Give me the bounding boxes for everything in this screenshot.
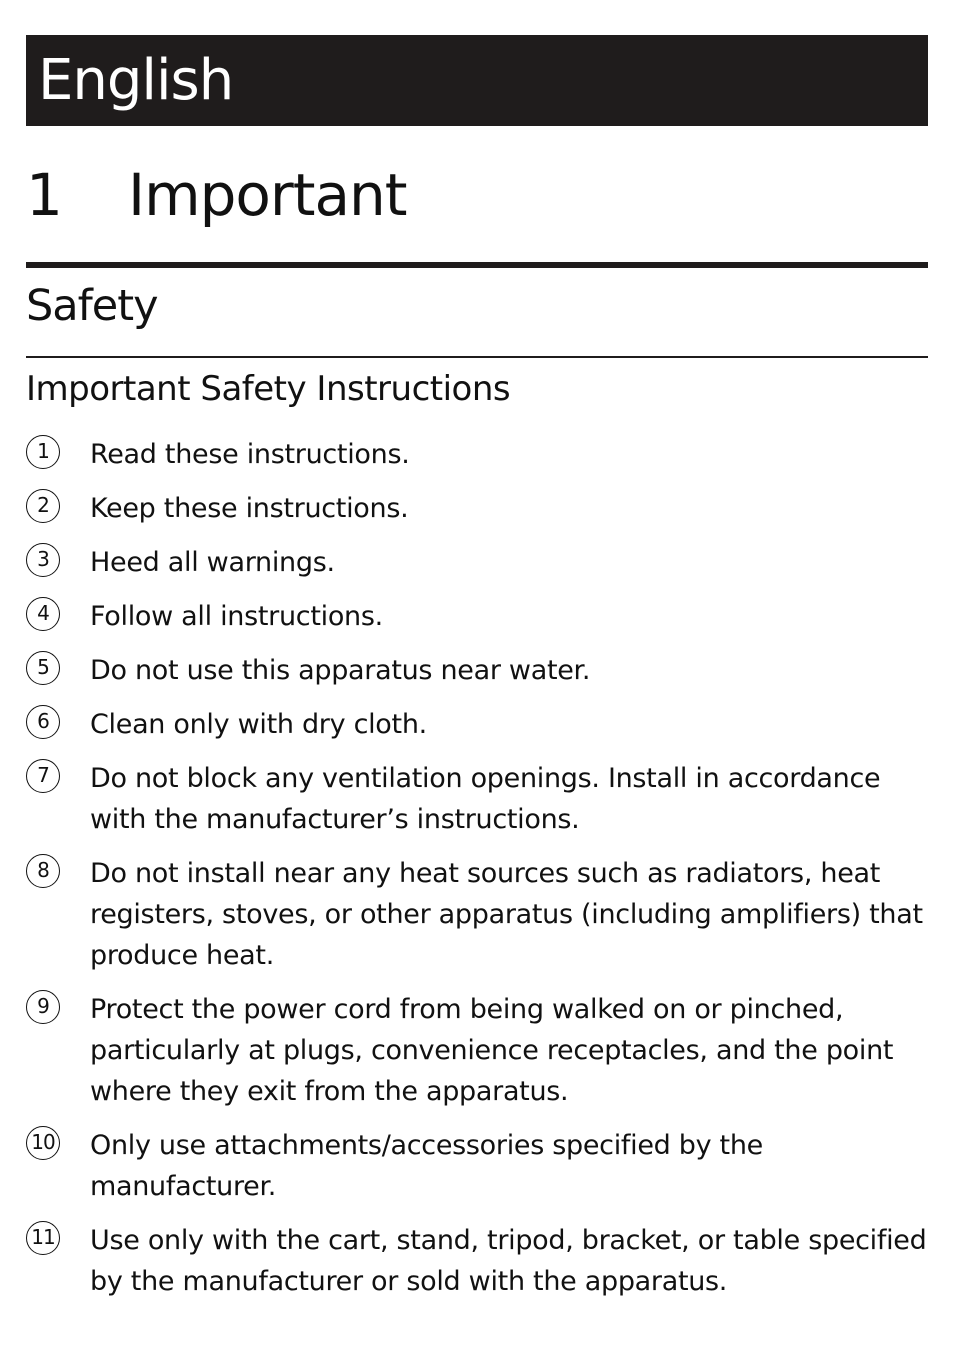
list-item <box>26 1125 936 1207</box>
list-item <box>26 488 936 529</box>
section-title: Safety <box>26 281 158 331</box>
number-badge: 3 <box>26 543 60 577</box>
language-title: English <box>38 48 234 113</box>
list-item <box>26 650 936 691</box>
chapter-title: Important <box>128 161 407 229</box>
instruction-text: Only use attachments/accessories specified by the manufacturer. <box>90 1130 763 1202</box>
instruction-text: Protect the power cord from being walked on or pinched, particularly at plugs, convenience receptacles, and the point where they exit from the apparatus. <box>90 994 894 1107</box>
chapter-divider <box>26 262 928 268</box>
instruction-text: Do not use this apparatus near water. <box>90 655 591 686</box>
instruction-text: Do not install near any heat sources such as radiators, heat registers, stoves, or other apparatus (including amplifiers) that produce heat. <box>90 858 923 971</box>
chapter-heading <box>26 158 407 232</box>
list-item <box>26 853 936 976</box>
list-item <box>26 704 936 745</box>
chapter-number: 1 <box>26 161 62 229</box>
number-badge: 4 <box>26 597 60 631</box>
list-item <box>26 989 936 1112</box>
number-badge: 7 <box>26 759 60 793</box>
subsection-title: Important Safety Instructions <box>26 369 511 409</box>
safety-instructions-list <box>26 434 936 1315</box>
instruction-text: Use only with the cart, stand, tripod, bracket, or table specified by the manufacturer or sold with the apparatus. <box>90 1225 927 1297</box>
instruction-text: Do not block any ventilation openings. Install in accordance with the manufacturer’s instructions. <box>90 763 881 835</box>
instruction-text: Keep these instructions. <box>90 493 409 524</box>
number-badge: 2 <box>26 489 60 523</box>
number-badge: 11 <box>26 1221 60 1255</box>
list-item <box>26 542 936 583</box>
number-badge: 5 <box>26 651 60 685</box>
instruction-text: Clean only with dry cloth. <box>90 709 427 740</box>
number-badge: 10 <box>26 1126 60 1160</box>
section-divider <box>26 356 928 358</box>
list-item <box>26 1220 936 1302</box>
language-header <box>26 35 928 126</box>
list-item <box>26 596 936 637</box>
number-badge: 6 <box>26 705 60 739</box>
instruction-text: Read these instructions. <box>90 439 410 470</box>
number-badge: 8 <box>26 854 60 888</box>
list-item <box>26 758 936 840</box>
instruction-text: Heed all warnings. <box>90 547 335 578</box>
number-badge: 9 <box>26 990 60 1024</box>
instruction-text: Follow all instructions. <box>90 601 383 632</box>
list-item <box>26 434 936 475</box>
number-badge: 1 <box>26 435 60 469</box>
